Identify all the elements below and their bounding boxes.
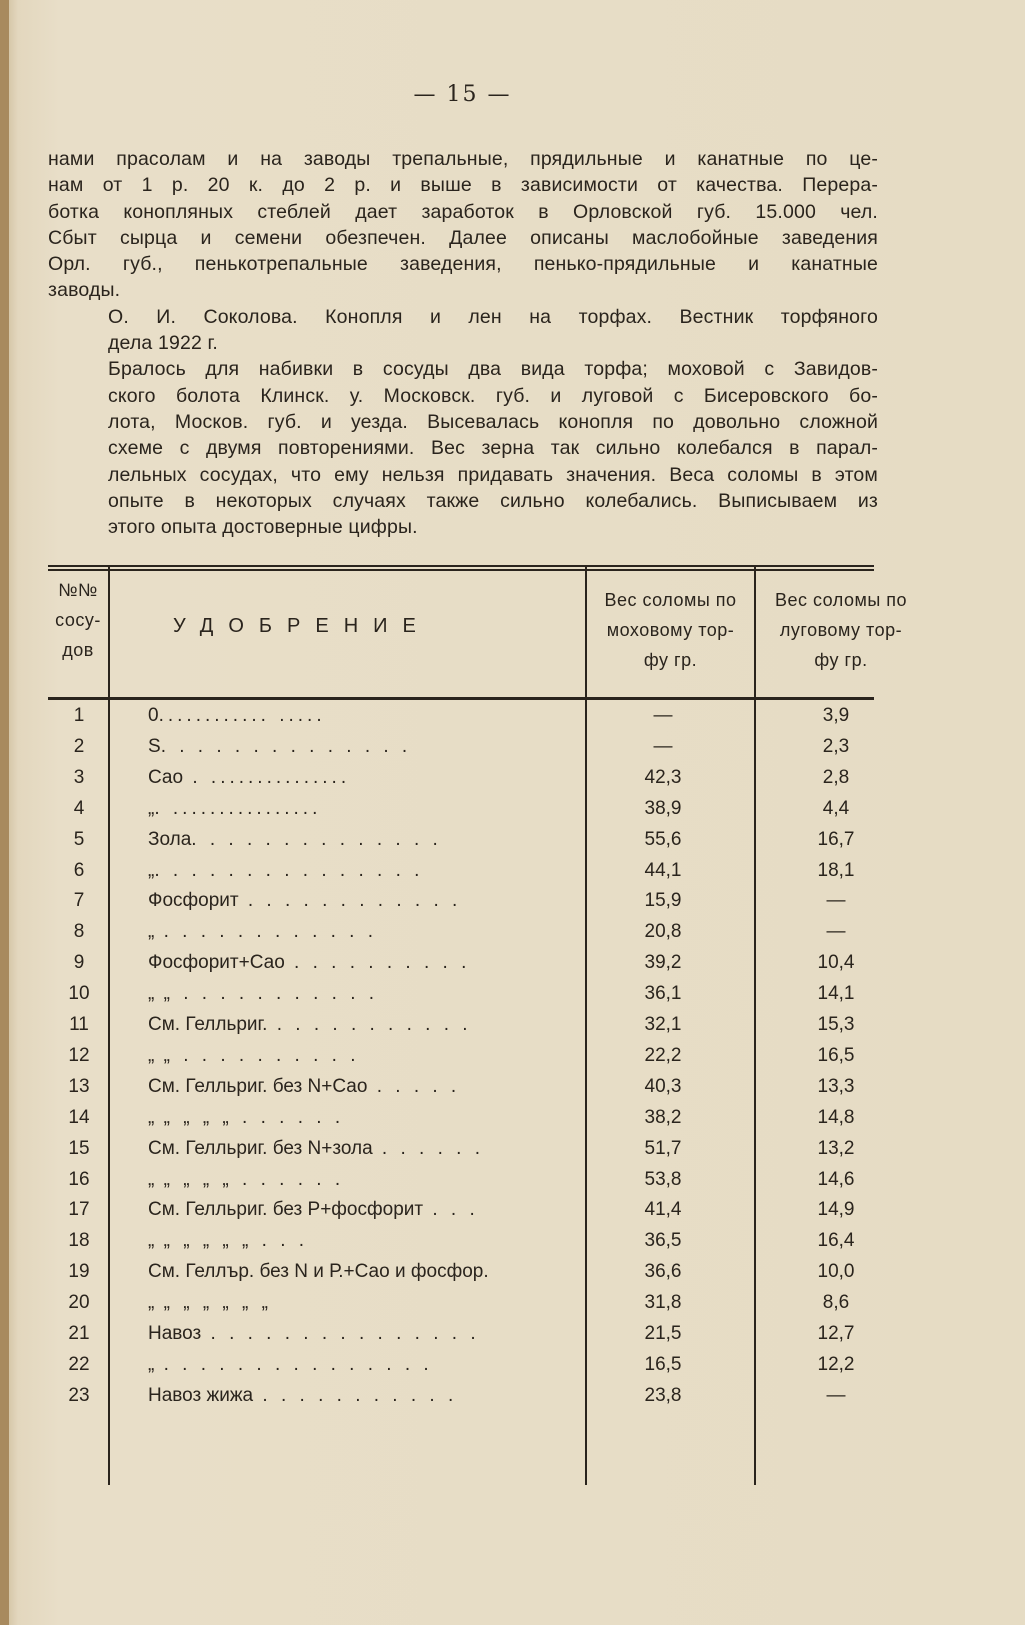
cell-fertilizer <box>148 983 572 1005</box>
cell-vessel-number: 5 <box>73 828 85 850</box>
table-row <box>48 829 874 860</box>
text-line: этого опыта достоверные цифры. <box>108 516 418 539</box>
text-line: Бралось для набивки в сосуды два вида торфа; моховой с Завидов- <box>108 358 878 381</box>
table-row <box>48 952 874 983</box>
cell-fertilizer <box>148 705 572 727</box>
fertilizer-label: „ <box>148 1168 155 1190</box>
cell-vessel-number: 8 <box>73 921 85 943</box>
text-line: О. И. Соколова. Конопля и лен на торфах. Вестник торфяного <box>108 305 878 328</box>
leader-dots: „ „ „ „ . . . . . . <box>154 1168 345 1190</box>
cell-moss-weight: 38,9 <box>644 797 682 819</box>
cell-fertilizer <box>148 1323 572 1345</box>
fertilizer-label: См. Геллър. без N и Р.+Сао и фосфор. <box>148 1261 489 1283</box>
leader-dots: . . . . . . . . . . . . . . . <box>154 1353 433 1375</box>
cell-fertilizer <box>148 736 572 758</box>
cell-moss-weight: 32,1 <box>644 1014 682 1035</box>
table-header-rule <box>48 697 874 700</box>
cell-moss-weight: 44,1 <box>644 859 682 881</box>
cell-fertilizer <box>148 1261 572 1283</box>
page-spine <box>0 0 9 1625</box>
fertilizer-label: Зола <box>148 828 192 850</box>
table-row <box>48 1354 874 1385</box>
text-line: лота, Москов. губ. и уезда. Высевалась конопля по довольно сложной <box>108 410 878 433</box>
text-line: Сбыт сырца и семени обезпечен. Далее описаны маслобойные заведения <box>48 226 878 249</box>
fertilizer-label: См. Гелльриг. без N+Сао <box>148 1075 368 1097</box>
cell-moss-weight: 36,6 <box>644 1261 682 1283</box>
text-line: Орл. губ., пенькотрепальные заведения, пенько-прядильные и канатные <box>48 253 878 276</box>
cell-meadow-weight: 13,3 <box>817 1075 855 1097</box>
cell-vessel-number: 19 <box>68 1261 90 1283</box>
cell-meadow-weight: 18,1 <box>817 859 855 881</box>
cell-moss-weight: 41,4 <box>644 1199 682 1221</box>
cell-fertilizer <box>148 1292 572 1314</box>
text-line: ботка конопляных стеблей дает заработок в Орловской губ. 15.000 чел. <box>48 200 878 223</box>
table-row <box>48 860 874 891</box>
cell-moss-weight: 55,6 <box>644 828 682 850</box>
cell-vessel-number: 13 <box>68 1075 90 1097</box>
cell-fertilizer <box>148 860 572 882</box>
table-row <box>48 1169 874 1200</box>
fertilizer-label: „ <box>148 1044 155 1066</box>
leader-dots: . . . . . . . . . . . <box>267 1014 472 1035</box>
page-number: — 15 — <box>413 82 512 107</box>
fertilizer-label: 0 <box>148 705 159 726</box>
leader-dots: . . . . . <box>367 1075 461 1097</box>
cell-moss-weight: 31,8 <box>644 1292 682 1314</box>
leader-dots: „ „ „ „ . . . . . . <box>154 1106 345 1128</box>
table-row <box>48 1323 874 1354</box>
cell-fertilizer <box>148 1076 572 1098</box>
header-fertilizer: УДОБРЕНИЕ <box>173 615 431 637</box>
cell-moss-weight: 51,7 <box>644 1137 682 1159</box>
text-line: нам от 1 р. 20 к. до 2 р. и выше в зависимости от качества. Перера- <box>48 174 878 197</box>
cell-vessel-number: 22 <box>68 1353 90 1375</box>
paragraph-3 <box>48 356 878 540</box>
header-meadow-line: фу гр. <box>814 650 868 670</box>
table-row <box>48 890 874 921</box>
fertilizer-label: „ <box>148 921 155 943</box>
header-moss-line: моховому тор- <box>606 620 735 640</box>
cell-meadow-weight: 2,8 <box>822 766 850 788</box>
leader-dots: . . . . . . . . . . . . . . . <box>201 1323 480 1344</box>
cell-fertilizer <box>148 829 572 851</box>
text-line: ского болота Клинск. у. Московск. губ. и луговой с Бисеровского бо- <box>108 384 878 407</box>
header-meadow-line: луговому тор- <box>779 620 903 640</box>
leader-dots: . . . . . . . . . . . <box>253 1384 458 1406</box>
cell-fertilizer <box>148 952 572 974</box>
fertilizer-label: Навоз жижа <box>148 1384 254 1406</box>
cell-vessel-number: 20 <box>68 1292 90 1314</box>
table-row <box>48 1261 874 1292</box>
cell-meadow-weight: 12,2 <box>817 1353 855 1375</box>
cell-fertilizer <box>148 921 572 943</box>
cell-vessel-number: 21 <box>68 1323 90 1344</box>
fertilizer-label: „ <box>148 1353 155 1375</box>
cell-meadow-weight: 4,4 <box>822 797 850 819</box>
paragraph-1 <box>48 146 878 304</box>
cell-fertilizer <box>148 767 572 789</box>
cell-meadow-weight: — <box>826 1384 846 1406</box>
leader-dots: . . . . . . . . . . . . . . <box>191 828 442 850</box>
cell-moss-weight: 21,5 <box>644 1323 682 1344</box>
cell-moss-weight: 42,3 <box>644 766 682 788</box>
fertilizer-label: „ <box>148 983 155 1005</box>
header-meadow <box>756 585 926 675</box>
cell-meadow-weight: 16,7 <box>817 828 855 850</box>
leader-dots: . . . . . . . . . . . . <box>238 890 462 912</box>
cell-vessel-number: 4 <box>73 797 85 819</box>
cell-fertilizer <box>148 890 572 912</box>
leader-dots: „ . . . . . . . . . . <box>154 1044 360 1066</box>
leader-dots: „ „ „ „ „ . . . <box>154 1230 309 1252</box>
leader-dots: . ................ <box>154 797 322 819</box>
fertilizer-label: Навоз <box>148 1323 202 1344</box>
cell-vessel-number: 12 <box>68 1044 90 1066</box>
leader-dots: . . . . . . . . . . <box>284 952 471 974</box>
fertilizer-label: Фосфорит+Сао <box>148 952 285 974</box>
header-moss <box>587 585 754 675</box>
cell-meadow-weight: 16,5 <box>817 1044 855 1066</box>
table-row <box>48 1076 874 1107</box>
cell-meadow-weight: 14,9 <box>817 1199 855 1221</box>
cell-moss-weight: 40,3 <box>644 1075 682 1097</box>
text-line: нами прасолам и на заводы трепальные, прядильные и канатные по це- <box>48 148 878 170</box>
cell-meadow-weight: 10,0 <box>817 1261 855 1283</box>
cell-meadow-weight: 15,3 <box>817 1014 855 1035</box>
cell-meadow-weight: — <box>826 890 846 912</box>
cell-vessel-number: 9 <box>73 952 85 974</box>
leader-dots: ............ ..... <box>158 705 326 726</box>
cell-vessel-number: 17 <box>68 1199 90 1221</box>
cell-meadow-weight: 10,4 <box>817 952 855 974</box>
cell-moss-weight: — <box>653 735 673 757</box>
cell-fertilizer <box>148 1230 572 1252</box>
cell-moss-weight: 38,2 <box>644 1106 682 1128</box>
fertilizer-label: „ <box>148 859 155 881</box>
leader-dots: . . . . . . <box>372 1137 485 1159</box>
cell-vessel-number: 1 <box>73 705 85 726</box>
leader-dots: . ............... <box>183 766 351 788</box>
fertilizer-label: „ <box>148 797 155 819</box>
cell-vessel-number: 10 <box>68 983 90 1005</box>
text-line: заводы. <box>48 279 121 302</box>
cell-fertilizer <box>148 1014 572 1036</box>
table-row <box>48 767 874 798</box>
cell-meadow-weight: 16,4 <box>817 1230 855 1252</box>
cell-vessel-number: 15 <box>68 1137 90 1159</box>
cell-fertilizer <box>148 798 572 820</box>
table-row <box>48 1385 874 1416</box>
cell-moss-weight: 16,5 <box>644 1353 682 1375</box>
paragraph-2 <box>48 304 878 357</box>
cell-moss-weight: 39,2 <box>644 952 682 974</box>
fertilizer-label: Сао <box>148 766 184 788</box>
cell-meadow-weight: 12,7 <box>817 1323 855 1344</box>
cell-fertilizer <box>148 1385 572 1407</box>
header-moss-line: фу гр. <box>643 650 698 670</box>
table-top-rule-2 <box>48 569 874 571</box>
cell-moss-weight: 36,5 <box>644 1230 682 1252</box>
cell-fertilizer <box>148 1138 572 1160</box>
cell-moss-weight: 20,8 <box>644 921 682 943</box>
fertilizer-label: S <box>148 735 161 757</box>
cell-fertilizer <box>148 1354 572 1376</box>
header-meadow-line: Вес соломы по <box>774 590 908 610</box>
cell-moss-weight: 36,1 <box>644 983 682 1005</box>
data-table <box>48 565 908 1485</box>
leader-dots: . . . <box>423 1199 479 1221</box>
body-text <box>48 146 878 540</box>
fertilizer-label: „ <box>148 1292 155 1314</box>
header-num-line: дов <box>62 640 94 660</box>
cell-meadow-weight: 14,1 <box>817 983 855 1005</box>
header-moss-line: Вес соломы по <box>604 590 737 610</box>
cell-meadow-weight: 14,6 <box>817 1168 855 1190</box>
cell-fertilizer <box>148 1199 572 1221</box>
cell-vessel-number: 11 <box>69 1014 89 1035</box>
cell-moss-weight: — <box>653 705 673 726</box>
cell-fertilizer <box>148 1107 572 1129</box>
cell-vessel-number: 6 <box>73 859 85 881</box>
table-row <box>48 921 874 952</box>
fertilizer-label: См. Гелльриг. без N+зола <box>148 1137 373 1159</box>
table-row <box>48 705 874 736</box>
cell-fertilizer <box>148 1169 572 1191</box>
table-row <box>48 983 874 1014</box>
cell-meadow-weight: 8,6 <box>822 1292 850 1314</box>
cell-meadow-weight: 14,8 <box>817 1106 855 1128</box>
fertilizer-label: „ <box>148 1230 155 1252</box>
table-row <box>48 1230 874 1261</box>
table-row <box>48 736 874 767</box>
table-row <box>48 1199 874 1230</box>
cell-meadow-weight: 3,9 <box>822 705 850 726</box>
leader-dots: . . . . . . . . . . . . <box>154 921 378 943</box>
cell-meadow-weight: 2,3 <box>822 735 850 757</box>
cell-vessel-number: 2 <box>73 735 85 757</box>
cell-vessel-number: 14 <box>68 1106 90 1128</box>
header-num-line: №№ <box>58 580 98 600</box>
fertilizer-label: Фосфорит <box>148 890 239 912</box>
leader-dots: „ „ „ „ „ „ <box>154 1292 272 1314</box>
cell-moss-weight: 23,8 <box>644 1384 682 1406</box>
text-line: схеме с двумя повторениями. Вес зерна так сильно колебался в парал- <box>108 437 878 460</box>
leader-dots: . . . . . . . . . . . . . . <box>160 735 412 757</box>
cell-vessel-number: 3 <box>73 766 85 788</box>
fertilizer-label: „ <box>148 1106 155 1128</box>
table-top-rule <box>48 565 874 567</box>
text-line: опыте в некоторых случаях также сильно колебались. Выписываем из <box>108 489 878 512</box>
table-row <box>48 798 874 829</box>
leader-dots: „ . . . . . . . . . . . <box>154 983 379 1005</box>
table-row <box>48 1014 874 1045</box>
fertilizer-label: См. Гелльриг. <box>148 1014 268 1035</box>
cell-meadow-weight: 13,2 <box>817 1137 855 1159</box>
header-num-line: сосу- <box>55 610 101 630</box>
fertilizer-label: См. Гелльриг. без Р+фосфорит <box>148 1199 424 1221</box>
leader-dots: . . . . . . . . . . . . . . . <box>154 859 424 881</box>
text-line: дела 1922 г. <box>108 332 218 355</box>
header-num <box>48 575 108 665</box>
cell-moss-weight: 53,8 <box>644 1168 682 1190</box>
table-row <box>48 1107 874 1138</box>
cell-vessel-number: 16 <box>68 1168 90 1190</box>
table-row <box>48 1045 874 1076</box>
cell-vessel-number: 7 <box>73 890 85 912</box>
table-row <box>48 1292 874 1323</box>
cell-vessel-number: 18 <box>68 1230 90 1252</box>
cell-fertilizer <box>148 1045 572 1067</box>
cell-vessel-number: 23 <box>68 1384 90 1406</box>
table-row <box>48 1138 874 1169</box>
cell-moss-weight: 22,2 <box>644 1044 682 1066</box>
cell-moss-weight: 15,9 <box>644 890 682 912</box>
cell-meadow-weight: — <box>826 921 846 943</box>
text-line: лельных сосудах, что ему нельзя придавать значения. Веса соломы в этом <box>108 463 878 486</box>
